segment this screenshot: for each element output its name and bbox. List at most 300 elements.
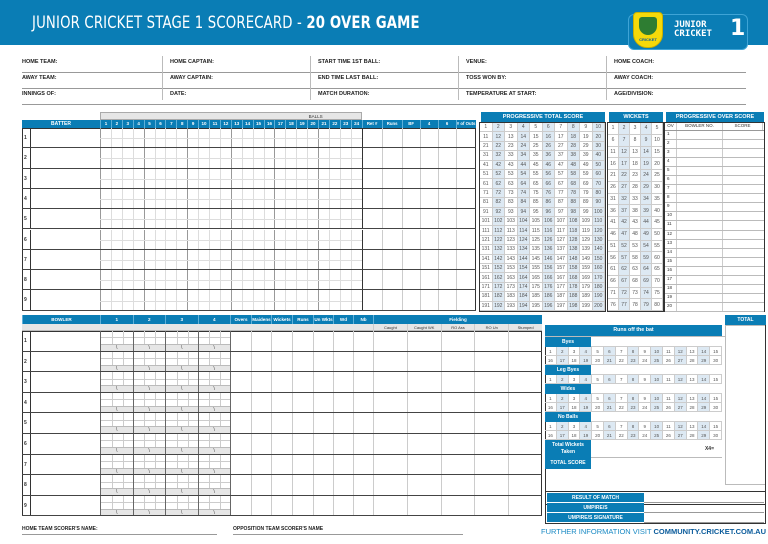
wicket-cell[interactable]: 66 [608, 276, 619, 288]
extras-number-cell[interactable]: 14 [698, 422, 710, 431]
score-cell[interactable]: 15 [530, 132, 543, 141]
bowling-stat-cell[interactable] [251, 413, 271, 433]
bowling-stat-cell[interactable] [313, 352, 333, 372]
wicket-cell[interactable]: 72 [619, 288, 630, 300]
score-cell[interactable]: 18 [568, 132, 581, 141]
score-cell[interactable]: 9 [580, 123, 593, 132]
bowling-stat-cell[interactable] [333, 475, 353, 495]
batting-stat-cell[interactable] [402, 250, 420, 269]
score-cell[interactable]: 92 [493, 208, 506, 217]
extras-number-cell[interactable]: 13 [687, 347, 699, 356]
batting-stat-cell[interactable] [438, 189, 456, 208]
score-cell[interactable]: 82 [493, 198, 506, 207]
fielding-cell[interactable] [441, 331, 475, 351]
batting-stat-cell[interactable] [382, 250, 402, 269]
batting-stat-cell[interactable] [402, 189, 420, 208]
score-cell[interactable]: 168 [568, 273, 581, 282]
over-score-cell[interactable] [723, 231, 763, 239]
fielding-cell[interactable] [508, 475, 542, 495]
over-ball-box[interactable] [100, 496, 133, 516]
extras-number-cell[interactable]: 9 [639, 375, 651, 384]
score-cell[interactable]: 93 [505, 208, 518, 217]
total-score-field[interactable] [591, 458, 766, 469]
score-cell[interactable]: 138 [568, 245, 581, 254]
wickets-grid[interactable] [607, 122, 664, 312]
wicket-cell[interactable]: 13 [630, 147, 641, 159]
fielding-cell[interactable] [508, 413, 542, 433]
wicket-cell[interactable]: 16 [608, 158, 619, 170]
home-coach-field[interactable]: HOME COACH: [614, 57, 746, 73]
extras-number-cell[interactable]: 19 [580, 356, 592, 365]
score-cell[interactable]: 43 [505, 161, 518, 170]
score-cell[interactable]: 20 [593, 132, 606, 141]
fielding-cell[interactable] [407, 331, 441, 351]
over-score-cell[interactable] [723, 149, 763, 157]
extras-number-cell[interactable]: 9 [639, 394, 651, 403]
batting-stat-cell[interactable] [438, 209, 456, 228]
bowling-stat-cell[interactable] [292, 434, 313, 454]
extras-number-cell[interactable]: 8 [628, 394, 640, 403]
score-cell[interactable]: 154 [518, 264, 531, 273]
fielding-cell[interactable] [407, 372, 441, 392]
score-cell[interactable]: 115 [530, 226, 543, 235]
extras-number-cell[interactable]: 10 [651, 394, 663, 403]
score-cell[interactable]: 33 [505, 151, 518, 160]
batting-stat-cell[interactable] [402, 209, 420, 228]
batting-stat-cell[interactable] [362, 169, 382, 188]
over-ball-box[interactable] [198, 331, 231, 351]
wicket-cell[interactable]: 34 [641, 194, 652, 206]
toss-won-by-field[interactable]: TOSS WON BY: [466, 73, 618, 89]
extras-number-cell[interactable]: 18 [569, 403, 581, 412]
batting-stat-cell[interactable] [438, 128, 456, 147]
batting-stat-cell[interactable] [362, 128, 382, 147]
wicket-cell[interactable]: 31 [608, 194, 619, 206]
bowler-no-cell[interactable] [677, 249, 723, 257]
wicket-cell[interactable]: 43 [630, 217, 641, 229]
score-cell[interactable]: 30 [593, 142, 606, 151]
bowling-stat-cell[interactable] [313, 372, 333, 392]
over-ball-box[interactable] [133, 475, 166, 495]
end-time-field[interactable]: END TIME LAST BALL: [318, 73, 470, 89]
score-cell[interactable]: 27 [555, 142, 568, 151]
batter-name-field[interactable] [32, 230, 100, 249]
fielding-cell[interactable] [441, 372, 475, 392]
website-link[interactable]: COMMUNITY.CRICKET.COM.AU [653, 527, 767, 536]
wicket-cell[interactable]: 44 [641, 217, 652, 229]
score-cell[interactable]: 111 [480, 226, 493, 235]
bowling-stat-cell[interactable] [292, 372, 313, 392]
fielding-cell[interactable] [474, 352, 508, 372]
batter-name-field[interactable] [32, 169, 100, 188]
over-ball-box[interactable] [165, 331, 198, 351]
bowling-stat-cell[interactable] [313, 413, 333, 433]
score-cell[interactable]: 88 [568, 198, 581, 207]
bowling-stat-cell[interactable] [230, 413, 251, 433]
score-cell[interactable]: 26 [543, 142, 556, 151]
score-cell[interactable]: 104 [518, 217, 531, 226]
score-cell[interactable]: 53 [505, 170, 518, 179]
score-cell[interactable]: 176 [543, 283, 556, 292]
over-ball-box[interactable] [100, 331, 133, 351]
batting-stat-cell[interactable] [402, 148, 420, 167]
score-cell[interactable]: 126 [543, 236, 556, 245]
away-team-field[interactable]: AWAY TEAM: [22, 73, 174, 89]
score-cell[interactable]: 84 [518, 198, 531, 207]
score-cell[interactable]: 174 [518, 283, 531, 292]
score-cell[interactable]: 191 [480, 302, 493, 311]
fielding-cell[interactable] [407, 413, 441, 433]
over-ball-box[interactable] [100, 352, 133, 372]
extras-number-cell[interactable]: 19 [580, 403, 592, 412]
extras-number-cell[interactable]: 12 [675, 375, 687, 384]
score-cell[interactable]: 141 [480, 255, 493, 264]
extras-number-cell[interactable]: 22 [616, 356, 628, 365]
wicket-cell[interactable]: 77 [619, 299, 630, 311]
extras-number-cell[interactable]: 6 [604, 375, 616, 384]
score-cell[interactable]: 184 [518, 292, 531, 301]
score-cell[interactable]: 139 [580, 245, 593, 254]
wicket-cell[interactable]: 17 [619, 158, 630, 170]
score-cell[interactable]: 48 [568, 161, 581, 170]
score-cell[interactable]: 86 [543, 198, 556, 207]
wicket-cell[interactable]: 57 [619, 252, 630, 264]
extras-number-cell[interactable]: 10 [651, 422, 663, 431]
score-cell[interactable]: 37 [555, 151, 568, 160]
score-cell[interactable]: 45 [530, 161, 543, 170]
score-cell[interactable]: 31 [480, 151, 493, 160]
score-cell[interactable]: 129 [580, 236, 593, 245]
over-score-cell[interactable] [723, 176, 763, 184]
extras-number-cell[interactable]: 8 [628, 375, 640, 384]
wicket-cell[interactable]: 74 [641, 288, 652, 300]
wicket-cell[interactable]: 20 [652, 158, 663, 170]
wicket-cell[interactable]: 71 [608, 288, 619, 300]
score-cell[interactable]: 40 [593, 151, 606, 160]
bowling-stat-cell[interactable] [353, 372, 373, 392]
extras-number-cell[interactable]: 20 [592, 356, 604, 365]
score-cell[interactable]: 4 [518, 123, 531, 132]
wicket-cell[interactable]: 79 [641, 299, 652, 311]
score-cell[interactable]: 28 [568, 142, 581, 151]
score-cell[interactable]: 62 [493, 179, 506, 188]
extras-number-cell[interactable]: 17 [557, 431, 569, 440]
wicket-cell[interactable]: 48 [630, 229, 641, 241]
extras-number-cell[interactable]: 3 [569, 375, 581, 384]
bowling-stat-cell[interactable] [353, 393, 373, 413]
score-cell[interactable]: 197 [555, 302, 568, 311]
batting-stat-cell[interactable] [362, 209, 382, 228]
extras-number-cell[interactable]: 4 [580, 375, 592, 384]
wicket-cell[interactable]: 46 [608, 229, 619, 241]
score-cell[interactable]: 186 [543, 292, 556, 301]
score-cell[interactable]: 151 [480, 264, 493, 273]
bowler-name-field[interactable] [32, 393, 100, 413]
byes-label-field[interactable] [591, 337, 722, 347]
wides-label-field[interactable] [591, 384, 722, 394]
score-cell[interactable]: 177 [555, 283, 568, 292]
bowler-no-cell[interactable] [677, 167, 723, 175]
batting-stat-cell[interactable] [438, 148, 456, 167]
score-cell[interactable]: 72 [493, 189, 506, 198]
score-cell[interactable]: 19 [580, 132, 593, 141]
bowling-stat-cell[interactable] [333, 331, 353, 351]
extras-number-cell[interactable]: 8 [628, 347, 640, 356]
extras-number-cell[interactable]: 16 [545, 356, 557, 365]
match-duration-field[interactable]: MATCH DURATION: [318, 89, 470, 105]
extras-number-cell[interactable]: 17 [557, 356, 569, 365]
over-score-cell[interactable] [723, 203, 763, 211]
fielding-cell[interactable] [441, 455, 475, 475]
batting-stat-cell[interactable] [438, 290, 456, 309]
score-cell[interactable]: 125 [530, 236, 543, 245]
score-cell[interactable]: 136 [543, 245, 556, 254]
extras-number-cell[interactable]: 3 [569, 394, 581, 403]
score-cell[interactable]: 55 [530, 170, 543, 179]
bowling-stat-cell[interactable] [313, 496, 333, 516]
home-team-field[interactable]: HOME TEAM: [22, 57, 174, 73]
score-cell[interactable]: 60 [593, 170, 606, 179]
over-ball-box[interactable] [100, 393, 133, 413]
over-ball-box[interactable] [198, 496, 231, 516]
bowling-stat-cell[interactable] [313, 393, 333, 413]
score-cell[interactable]: 192 [493, 302, 506, 311]
score-cell[interactable]: 32 [493, 151, 506, 160]
bowler-no-cell[interactable] [677, 149, 723, 157]
wicket-cell[interactable]: 59 [641, 252, 652, 264]
wicket-cell[interactable]: 54 [641, 241, 652, 253]
extras-number-cell[interactable]: 6 [604, 422, 616, 431]
score-cell[interactable]: 78 [568, 189, 581, 198]
score-cell[interactable]: 148 [568, 255, 581, 264]
extras-number-cell[interactable]: 28 [687, 403, 699, 412]
extras-number-cell[interactable]: 21 [604, 431, 616, 440]
bowling-stat-cell[interactable] [251, 352, 271, 372]
date-field[interactable]: DATE: [170, 89, 322, 105]
bowler-no-cell[interactable] [677, 194, 723, 202]
fielding-cell[interactable] [407, 352, 441, 372]
wicket-cell[interactable]: 62 [619, 264, 630, 276]
extras-number-cell[interactable]: 14 [698, 375, 710, 384]
score-cell[interactable]: 110 [593, 217, 606, 226]
score-cell[interactable]: 195 [530, 302, 543, 311]
batting-stat-cell[interactable] [420, 169, 438, 188]
score-cell[interactable]: 83 [505, 198, 518, 207]
batting-stat-cell[interactable] [402, 230, 420, 249]
fielding-cell[interactable] [441, 393, 475, 413]
over-ball-box[interactable] [165, 413, 198, 433]
wicket-cell[interactable]: 65 [652, 264, 663, 276]
score-cell[interactable]: 166 [543, 273, 556, 282]
score-cell[interactable]: 121 [480, 236, 493, 245]
fielding-cell[interactable] [373, 496, 407, 516]
over-ball-box[interactable] [198, 372, 231, 392]
batting-stat-cell[interactable] [438, 250, 456, 269]
score-cell[interactable]: 170 [593, 273, 606, 282]
extras-number-cell[interactable]: 26 [663, 431, 675, 440]
bowling-stat-cell[interactable] [230, 372, 251, 392]
score-cell[interactable]: 120 [593, 226, 606, 235]
batter-name-field[interactable] [32, 148, 100, 167]
over-ball-box[interactable] [133, 413, 166, 433]
score-cell[interactable]: 178 [568, 283, 581, 292]
wicket-cell[interactable]: 78 [630, 299, 641, 311]
wicket-cell[interactable]: 7 [619, 135, 630, 147]
extras-number-cell[interactable]: 18 [569, 431, 581, 440]
wicket-cell[interactable]: 11 [608, 147, 619, 159]
batter-name-field[interactable] [32, 270, 100, 289]
wicket-cell[interactable]: 67 [619, 276, 630, 288]
bowling-stat-cell[interactable] [230, 352, 251, 372]
extras-number-cell[interactable]: 27 [675, 356, 687, 365]
score-cell[interactable]: 185 [530, 292, 543, 301]
batting-stat-cell[interactable] [456, 148, 476, 167]
extras-number-cell[interactable]: 11 [663, 394, 675, 403]
batting-stat-cell[interactable] [420, 250, 438, 269]
batting-stat-cell[interactable] [438, 169, 456, 188]
bowling-stat-cell[interactable] [271, 331, 292, 351]
fielding-cell[interactable] [373, 393, 407, 413]
wicket-cell[interactable]: 50 [652, 229, 663, 241]
extras-number-cell[interactable]: 20 [592, 431, 604, 440]
batter-name-field[interactable] [32, 209, 100, 228]
bowler-name-field[interactable] [32, 434, 100, 454]
score-cell[interactable]: 181 [480, 292, 493, 301]
bowler-no-cell[interactable] [677, 276, 723, 284]
bowling-stat-cell[interactable] [271, 372, 292, 392]
wicket-cell[interactable]: 68 [630, 276, 641, 288]
bowler-no-cell[interactable] [677, 258, 723, 266]
bowling-stat-cell[interactable] [292, 475, 313, 495]
score-cell[interactable]: 81 [480, 198, 493, 207]
bowling-stat-cell[interactable] [333, 352, 353, 372]
score-cell[interactable]: 165 [530, 273, 543, 282]
fielding-cell[interactable] [407, 434, 441, 454]
extras-number-cell[interactable]: 12 [675, 394, 687, 403]
fielding-cell[interactable] [441, 475, 475, 495]
batter-name-field[interactable] [32, 189, 100, 208]
score-cell[interactable]: 102 [493, 217, 506, 226]
score-cell[interactable]: 52 [493, 170, 506, 179]
extras-number-cell[interactable]: 2 [557, 394, 569, 403]
score-cell[interactable]: 155 [530, 264, 543, 273]
wicket-cell[interactable]: 8 [630, 135, 641, 147]
over-score-cell[interactable] [723, 158, 763, 166]
extras-number-cell[interactable]: 21 [604, 403, 616, 412]
batting-stat-cell[interactable] [456, 290, 476, 309]
batting-stat-cell[interactable] [420, 290, 438, 309]
bowling-stat-cell[interactable] [251, 496, 271, 516]
extras-number-cell[interactable]: 30 [710, 356, 722, 365]
bowling-stat-cell[interactable] [353, 475, 373, 495]
no-balls-label-field[interactable] [591, 412, 722, 422]
batter-name-field[interactable] [32, 290, 100, 309]
extras-number-cell[interactable]: 30 [710, 403, 722, 412]
score-cell[interactable]: 2 [493, 123, 506, 132]
extras-number-cell[interactable]: 12 [675, 347, 687, 356]
wicket-cell[interactable]: 56 [608, 252, 619, 264]
bowling-stat-cell[interactable] [313, 434, 333, 454]
bowler-no-cell[interactable] [677, 267, 723, 275]
over-score-cell[interactable] [723, 212, 763, 220]
batting-stat-cell[interactable] [362, 230, 382, 249]
score-cell[interactable]: 190 [593, 292, 606, 301]
fielding-cell[interactable] [474, 372, 508, 392]
extras-number-cell[interactable]: 15 [710, 394, 722, 403]
score-cell[interactable]: 160 [593, 264, 606, 273]
wicket-cell[interactable]: 24 [641, 170, 652, 182]
bowling-stat-cell[interactable] [333, 393, 353, 413]
over-ball-box[interactable] [100, 434, 133, 454]
score-cell[interactable]: 180 [593, 283, 606, 292]
score-cell[interactable]: 97 [555, 208, 568, 217]
extras-number-cell[interactable]: 16 [545, 403, 557, 412]
batting-stat-cell[interactable] [382, 189, 402, 208]
over-ball-box[interactable] [198, 434, 231, 454]
bowling-stat-cell[interactable] [353, 434, 373, 454]
score-cell[interactable]: 23 [505, 142, 518, 151]
score-cell[interactable]: 73 [505, 189, 518, 198]
extras-number-cell[interactable]: 9 [639, 422, 651, 431]
score-cell[interactable]: 142 [493, 255, 506, 264]
wicket-cell[interactable]: 45 [652, 217, 663, 229]
batting-stat-cell[interactable] [456, 128, 476, 147]
wicket-cell[interactable]: 10 [652, 135, 663, 147]
score-cell[interactable]: 61 [480, 179, 493, 188]
bowler-no-cell[interactable] [677, 158, 723, 166]
bowling-stat-cell[interactable] [333, 434, 353, 454]
total-wickets-field[interactable]: X4= [591, 440, 722, 458]
bowling-stat-cell[interactable] [251, 475, 271, 495]
extras-number-cell[interactable]: 2 [557, 375, 569, 384]
wicket-cell[interactable]: 36 [608, 205, 619, 217]
wicket-cell[interactable]: 2 [619, 123, 630, 135]
batting-stat-cell[interactable] [420, 148, 438, 167]
score-cell[interactable]: 182 [493, 292, 506, 301]
batting-stat-cell[interactable] [382, 230, 402, 249]
score-cell[interactable]: 1 [480, 123, 493, 132]
bowling-stat-cell[interactable] [292, 352, 313, 372]
over-score-cell[interactable] [723, 194, 763, 202]
bowling-stat-cell[interactable] [333, 455, 353, 475]
over-ball-box[interactable] [165, 352, 198, 372]
bowling-stat-cell[interactable] [353, 331, 373, 351]
batting-stat-cell[interactable] [420, 230, 438, 249]
over-score-cell[interactable] [723, 131, 763, 139]
score-cell[interactable]: 11 [480, 132, 493, 141]
extras-number-cell[interactable]: 2 [557, 347, 569, 356]
extras-number-cell[interactable]: 27 [675, 431, 687, 440]
extras-number-cell[interactable]: 27 [675, 403, 687, 412]
extras-number-cell[interactable]: 28 [687, 431, 699, 440]
bowling-stat-cell[interactable] [271, 455, 292, 475]
over-ball-box[interactable] [165, 455, 198, 475]
home-scorer-field[interactable]: HOME TEAM SCORER'S NAME: [22, 526, 217, 535]
bowling-stat-cell[interactable] [292, 455, 313, 475]
extras-number-cell[interactable]: 29 [698, 356, 710, 365]
bowler-name-field[interactable] [32, 496, 100, 516]
extras-number-cell[interactable]: 13 [687, 375, 699, 384]
wicket-cell[interactable]: 80 [652, 299, 663, 311]
extras-number-cell[interactable]: 14 [698, 394, 710, 403]
extras-number-cell[interactable]: 21 [604, 356, 616, 365]
score-cell[interactable]: 179 [580, 283, 593, 292]
wicket-cell[interactable]: 42 [619, 217, 630, 229]
over-score-cell[interactable] [723, 294, 763, 302]
extras-number-cell[interactable]: 29 [698, 431, 710, 440]
bowling-stat-cell[interactable] [230, 434, 251, 454]
bowling-stat-cell[interactable] [230, 455, 251, 475]
